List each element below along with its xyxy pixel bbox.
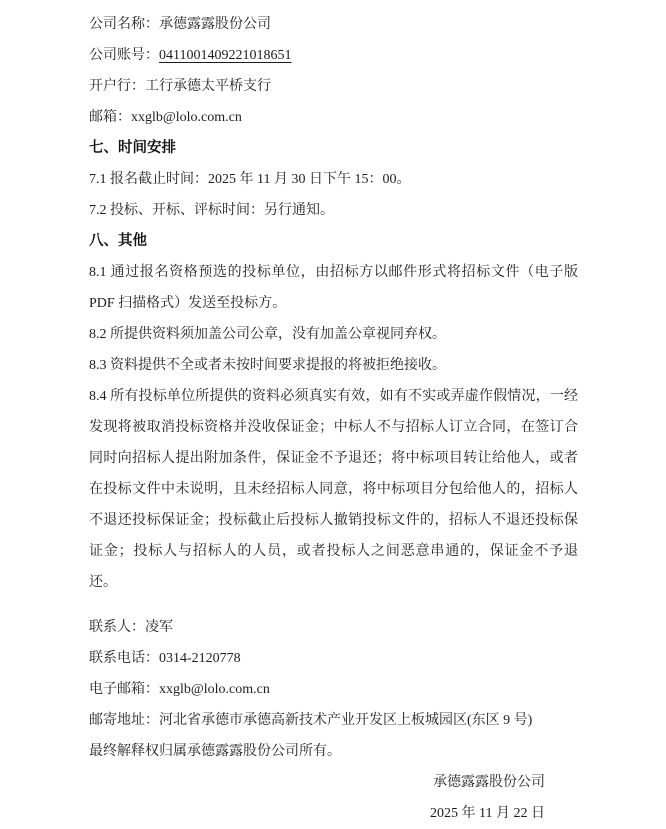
bank-line (89, 71, 578, 102)
company-account-line (89, 40, 578, 71)
signature-date: 2025 年 11 月 22 日 (430, 806, 545, 821)
contact-block (89, 612, 578, 767)
final-interpretation-line: 最终解释权归属承德露露股份公司所有。 (89, 744, 341, 759)
clause-8-3: 8.3 资料提供不全或者未按时间要求提报的将被拒绝接收。 (89, 358, 446, 373)
clause-7-2: 7.2 投标、开标、评标时间：另行通知。 (89, 203, 334, 218)
signature-company: 承德露露股份公司 (433, 775, 545, 790)
company-account-label: 公司账号： (89, 48, 159, 63)
clause-8-4: 8.4 所有投标单位所提供的资料必须真实有效，如有不实或弄虚作假情况，一经发现将被取消投标资格并没收保证金；中标人不与招标人订立合同，在签订合同时向招标人提出附加条件，保证金不予退还；将中标项目转让给他人，或者在投标文件中未说明，且未经招标人同意，将中标项目分包给他人的，招标人不退还投标保证金；投标截止后投标人撤销投标文件的，招标人不退还投标保证金；投标人与招标人的人员，或者投标人之间恶意串通的，保证金不予退还。 (89, 389, 578, 590)
contact-person-line: 联系人：凌军 (89, 620, 173, 635)
bank-value: 工行承德太平桥支行 (145, 79, 271, 94)
email-line (89, 102, 578, 133)
signature-block (89, 767, 578, 829)
company-account-number: 0411001409221018651 (159, 48, 292, 63)
company-name-line (89, 9, 578, 40)
clause-8-1: 8.1 通过报名资格预选的投标单位，由招标方以邮件形式将招标文件（电子版 PDF 扫描格式）发送至投标方。 (89, 265, 578, 311)
bank-label: 开户行： (89, 79, 145, 94)
section-heading-time-arrangement: 七、时间安排 (89, 140, 176, 156)
contact-phone-line: 联系电话：0314-2120778 (89, 651, 241, 666)
email-label: 邮箱： (89, 110, 131, 125)
clause-8-2: 8.2 所提供资料须加盖公司公章，没有加盖公章视同弃权。 (89, 327, 446, 342)
company-name-label: 公司名称： (89, 17, 159, 32)
company-name-value: 承德露露股份公司 (159, 17, 271, 32)
email-value: xxglb@lolo.com.cn (131, 110, 242, 125)
clause-7-1: 7.1 报名截止时间：2025 年 11 月 30 日下午 15：00。 (89, 172, 411, 187)
mailing-address-line: 邮寄地址：河北省承德市承德高新技术产业开发区上板城园区(东区 9 号) (89, 713, 533, 728)
contact-email-line: 电子邮箱：xxglb@lolo.com.cn (89, 682, 270, 697)
section-heading-other: 八、其他 (89, 233, 147, 249)
